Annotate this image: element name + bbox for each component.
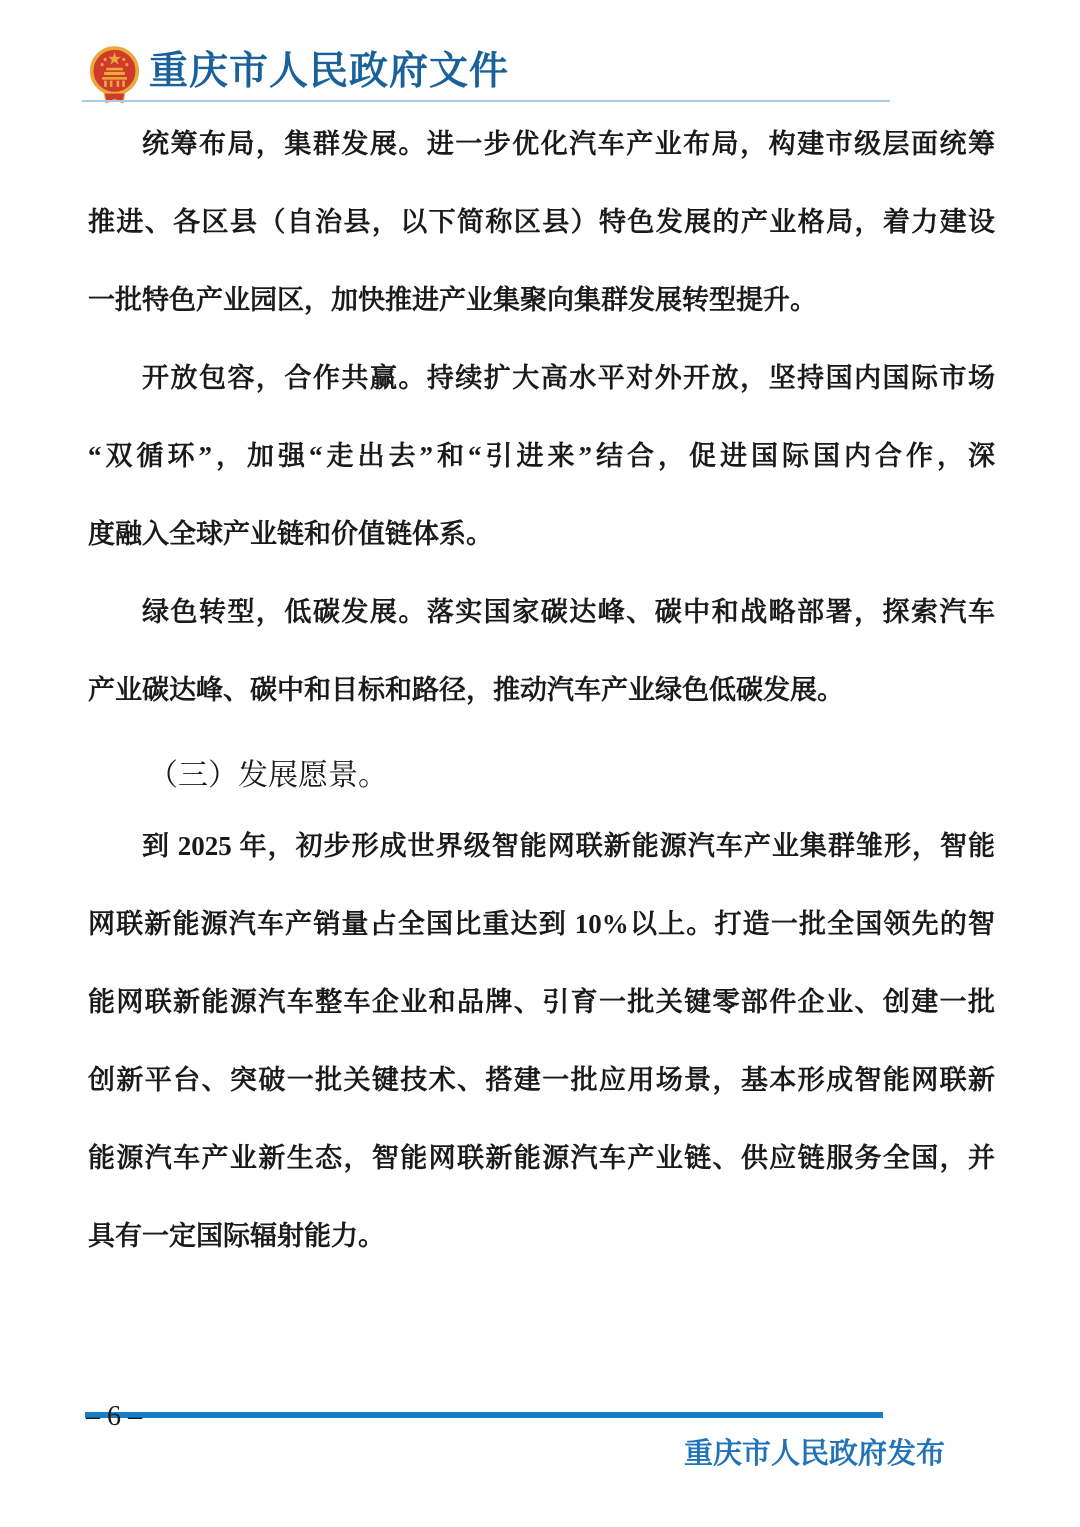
body-line: 产业碳达峰、碳中和目标和路径，推动汽车产业绿色低碳发展。 — [88, 675, 844, 705]
body-line: 绿色转型，低碳发展。落实国家碳达峰、碳中和战略部署，探索汽车 — [142, 597, 995, 627]
national-emblem-icon — [88, 45, 141, 105]
body-line: 网联新能源汽车产销量占全国比重达到 10%以上。打造一批全国领先的智 — [88, 909, 995, 939]
footer-publisher-label: 重庆市人民政府发布 — [683, 1438, 945, 1470]
body-line: 推进、各区县（自治县，以下简称区县）特色发展的产业格局，着力建设 — [88, 207, 995, 237]
header-divider-rule — [82, 100, 890, 102]
body-line: 到 2025 年，初步形成世界级智能网联新能源汽车产业集群雏形，智能 — [142, 831, 995, 861]
body-line: 统筹布局，集群发展。进一步优化汽车产业布局，构建市级层面统筹 — [142, 129, 995, 159]
footer-divider-line — [85, 1412, 883, 1418]
section-heading: （三）发展愿景。 — [148, 759, 388, 792]
body-line: “双循环”，加强“走出去”和“引进来”结合，促进国际国内合作，深 — [88, 441, 995, 471]
body-line: 开放包容，合作共赢。持续扩大高水平对外开放，坚持国内国际市场 — [142, 363, 995, 393]
body-line: 创新平台、突破一批关键技术、搭建一批应用场景，基本形成智能网联新 — [88, 1065, 995, 1095]
body-line: 能源汽车产业新生态，智能网联新能源汽车产业链、供应链服务全国，并 — [88, 1143, 995, 1173]
body-line: 度融入全球产业链和价值链体系。 — [88, 519, 493, 549]
document-header-title: 重庆市人民政府文件 — [149, 50, 510, 93]
page-number: – 6 – — [86, 1401, 142, 1432]
body-line: 能网联新能源汽车整车企业和品牌、引育一批关键零部件企业、创建一批 — [88, 987, 995, 1017]
document-body — [88, 105, 995, 1275]
body-line: 一批特色产业园区，加快推进产业集聚向集群发展转型提升。 — [88, 285, 817, 315]
body-line: 具有一定国际辐射能力。 — [88, 1221, 385, 1251]
